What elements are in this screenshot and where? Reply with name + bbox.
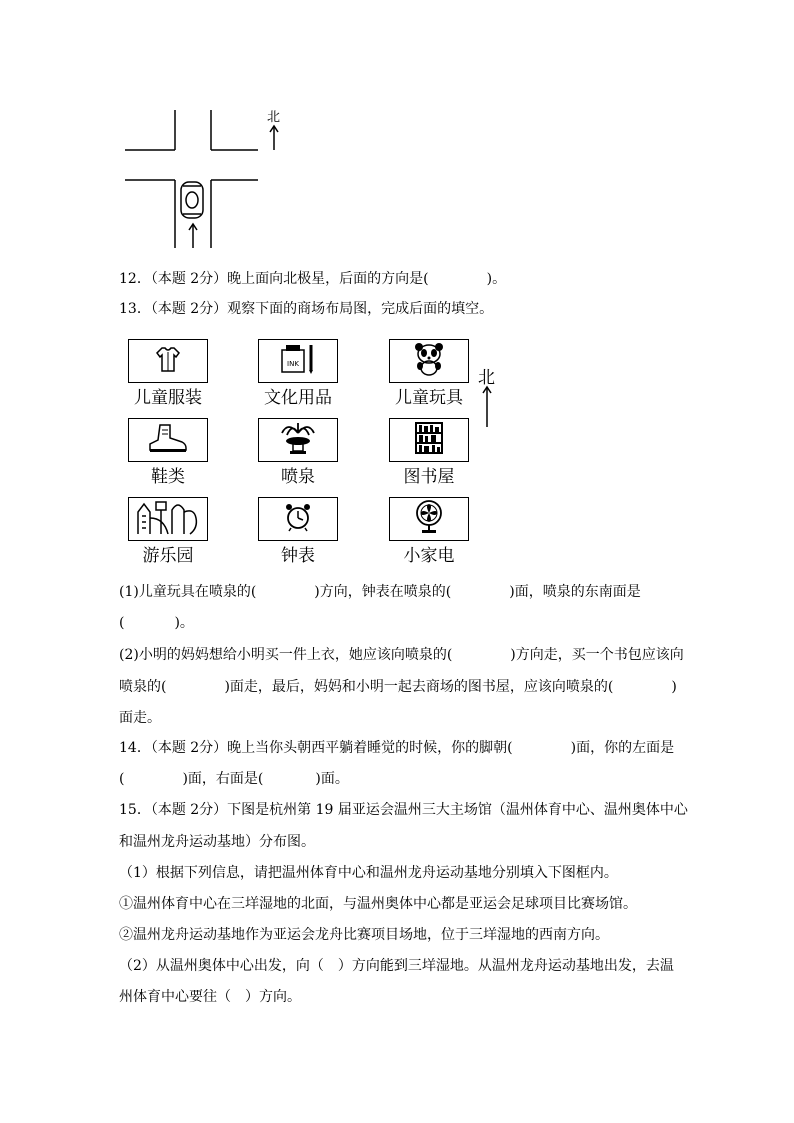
- mall-cell-box: [128, 497, 208, 541]
- mall-cell-label: 图书屋: [403, 467, 455, 487]
- mall-cell-box: [258, 418, 338, 462]
- question-13-part-1-cont: ( )。: [119, 615, 194, 631]
- north-arrow-icon: [480, 383, 494, 429]
- mall-cell-box: [128, 418, 208, 462]
- mall-cell-box: [128, 339, 208, 383]
- question-15-line-6: （2）从温州奥体中心出发，向（ ）方向能到三垟湿地。从温州龙舟运动基地出发，去温: [119, 958, 674, 974]
- question-13-part-2-end: 面走。: [119, 710, 161, 726]
- question-14-cont: ( )面，右面是( )面。: [119, 771, 349, 787]
- question-15-line-1: 15．（本题 2分）下图是杭州第 19 届亚运会温州三大主场馆（温州体育中心、温州奥体中心: [119, 802, 688, 818]
- playground-icon: [134, 498, 202, 540]
- fan-icon: [413, 499, 445, 539]
- mall-cell-box: [258, 339, 338, 383]
- mall-cell-label: 喷泉: [281, 467, 315, 487]
- clock-icon: [283, 502, 313, 536]
- question-15-line-7: 州体育中心要往（ ）方向。: [119, 989, 301, 1005]
- mall-cell-label: 文化用品: [264, 388, 332, 408]
- bookshelf-icon: [414, 421, 444, 459]
- panda-icon: [412, 341, 446, 381]
- question-15-line-4: ①温州体育中心在三垟湿地的北面，与温州奥体中心都是亚运会足球项目比赛场馆。: [119, 896, 637, 912]
- mall-cell-box: [389, 418, 469, 462]
- north-label-1: 北: [267, 110, 281, 125]
- mall-cell-box: [258, 497, 338, 541]
- svg-text:INK: INK: [287, 360, 299, 368]
- mall-cell-box: [389, 339, 469, 383]
- question-15-line-3: （1）根据下列信息，请把温州体育中心和温州龙舟运动基地分别填入下图框内。: [119, 865, 618, 881]
- north-label-2: 北: [478, 368, 495, 388]
- fountain-icon: [278, 419, 318, 461]
- question-13-title: 13．（本题 2分）观察下面的商场布局图，完成后面的填空。: [119, 301, 494, 317]
- question-13-part-1: (1)儿童玩具在喷泉的( )方向，钟表在喷泉的( )面，喷泉的东南面是: [119, 584, 641, 600]
- mall-cell-label: 儿童玩具: [395, 388, 463, 408]
- mall-cell-label: 儿童服装: [134, 388, 202, 408]
- question-12: 12．（本题 2分）晚上面向北极星，后面的方向是( )。: [119, 271, 507, 287]
- question-15-line-2: 和温州龙舟运动基地）分布图。: [119, 834, 315, 850]
- question-13-part-2-cont: 喷泉的( )面走，最后，妈妈和小明一起去商场的图书屋，应该向喷泉的( ): [119, 679, 677, 695]
- mall-cell-label: 鞋类: [151, 467, 185, 487]
- mall-cell-box: [389, 497, 469, 541]
- question-13-part-2: (2)小明的妈妈想给小明买一件上衣，她应该向喷泉的( )方向走，买一个书包应该向: [119, 647, 684, 663]
- boot-icon: [146, 422, 190, 458]
- mall-cell-label: 钟表: [281, 546, 315, 566]
- ink-pen-icon: [278, 342, 318, 380]
- question-15-line-5: ②温州龙舟运动基地作为亚运会龙舟比赛项目场地，位于三垟湿地的西南方向。: [119, 927, 609, 943]
- shirt-icon: [153, 344, 183, 378]
- mall-cell-label: 游乐园: [142, 546, 194, 566]
- mall-cell-label: 小家电: [403, 546, 455, 566]
- question-14: 14．（本题 2分）晚上当你头朝西平躺着睡觉的时候，你的脚朝( )面，你的左面是: [119, 740, 675, 756]
